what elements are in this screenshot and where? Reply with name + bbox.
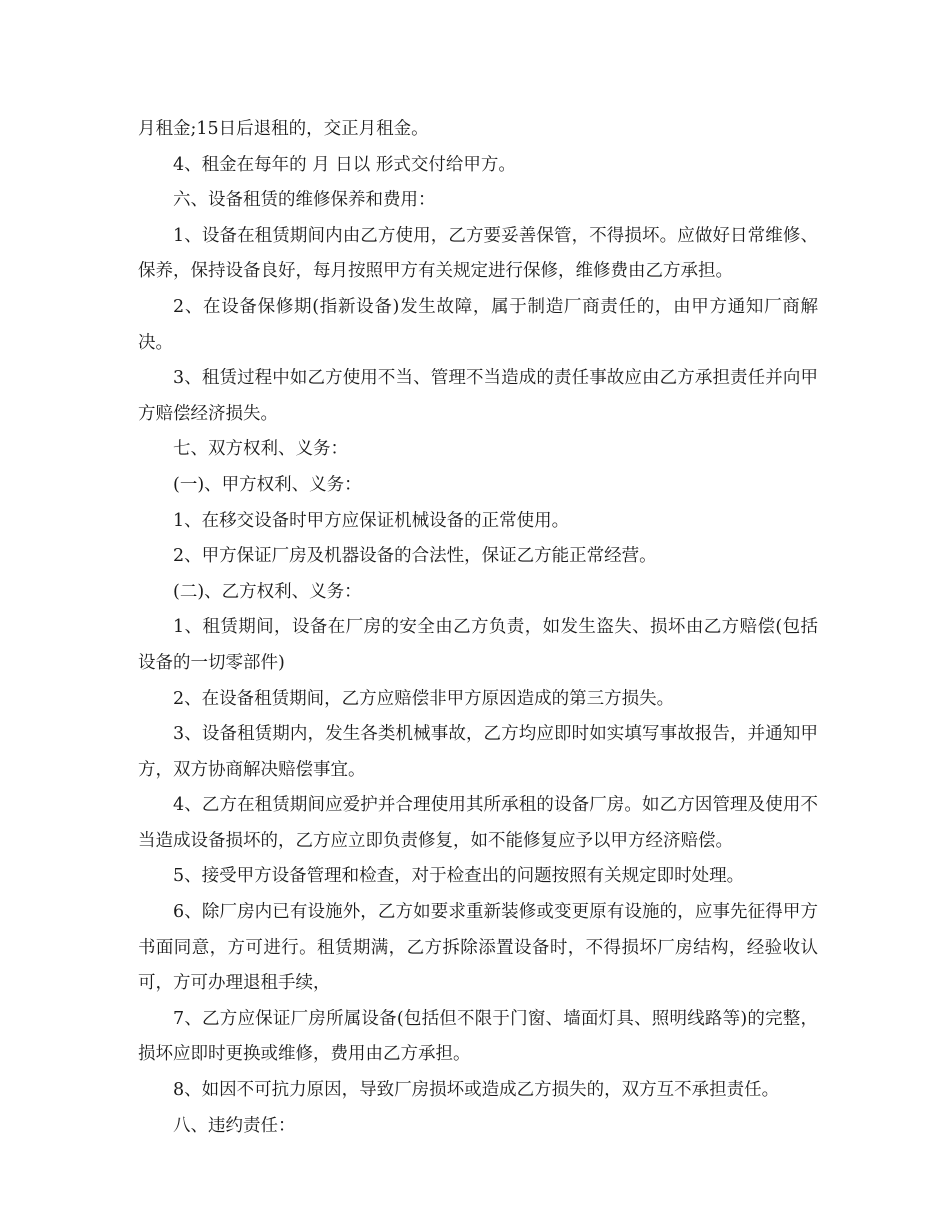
section-heading: 八、违约责任： — [173, 1115, 296, 1136]
paragraph: 2、在设备保修期(指新设备)发生故障，属于制造厂商责任的，由甲方通知厂商解决。 — [138, 296, 818, 353]
paragraph: 6、除厂房内已有设施外，乙方如要求重新装修或变更原有设施的，应事先征得甲方书面同意，方可进行。租赁期满，乙方拆除添置设备时，不得损坏厂房结构，经验收认可，方可办理退租手续， — [138, 902, 818, 994]
paragraph: 月租金;15日后退租的，交正月租金。 — [138, 119, 429, 139]
paragraph: 1、设备在租赁期间内由乙方使用，乙方要妥善保管，不得损坏。应做好日常维修、保养，保持设备良好，每月按照甲方有关规定进行保修，维修费由乙方承担。 — [138, 225, 818, 282]
paragraph: 1、租赁期间，设备在厂房的安全由乙方负责，如发生盗失、损坏由乙方赔偿(包括设备的一切零部件) — [138, 617, 818, 673]
paragraph: 7、乙方应保证厂房所属设备(包括但不限于门窗、墙面灯具、照明线路等)的完整，损坏应即时更换或维修，费用由乙方承担。 — [138, 1008, 818, 1065]
document-body — [138, 112, 818, 1144]
paragraph: 2、在设备租赁期间，乙方应赔偿非甲方原因造成的第三方损失。 — [173, 688, 675, 709]
paragraph: 4、租金在每年的 月 日以 形式交付给甲方。 — [173, 154, 516, 175]
paragraph: 5、接受甲方设备管理和检查，对于检查出的问题按照有关规定即时处理。 — [173, 866, 745, 887]
subsection-heading: (二)、乙方权利、义务： — [173, 581, 362, 602]
paragraph: 8、如因不可抗力原因，导致厂房损坏或造成乙方损失的，双方互不承担责任。 — [173, 1080, 780, 1101]
section-heading: 七、双方权利、义务： — [173, 439, 348, 460]
paragraph: 4、乙方在租赁期间应爱护并合理使用其所承租的设备厂房。如乙方因管理及使用不当造成设备损坏的，乙方应立即负责修复，如不能修复应予以甲方经济赔偿。 — [138, 795, 818, 851]
section-heading: 六、设备租赁的维修保养和费用： — [173, 190, 436, 211]
paragraph: 3、租赁过程中如乙方使用不当、管理不当造成的责任事故应由乙方承担责任并向甲方赔偿经济损失。 — [138, 368, 818, 424]
paragraph: 3、设备租赁期内，发生各类机械事故，乙方均应即时如实填写事故报告，并通知甲方，双方协商解决赔偿事宜。 — [138, 724, 818, 780]
subsection-heading: (一)、甲方权利、义务： — [173, 474, 362, 495]
paragraph: 2、甲方保证厂房及机器设备的合法性，保证乙方能正常经营。 — [173, 546, 657, 567]
paragraph: 1、在移交设备时甲方应保证机械设备的正常使用。 — [173, 510, 570, 531]
